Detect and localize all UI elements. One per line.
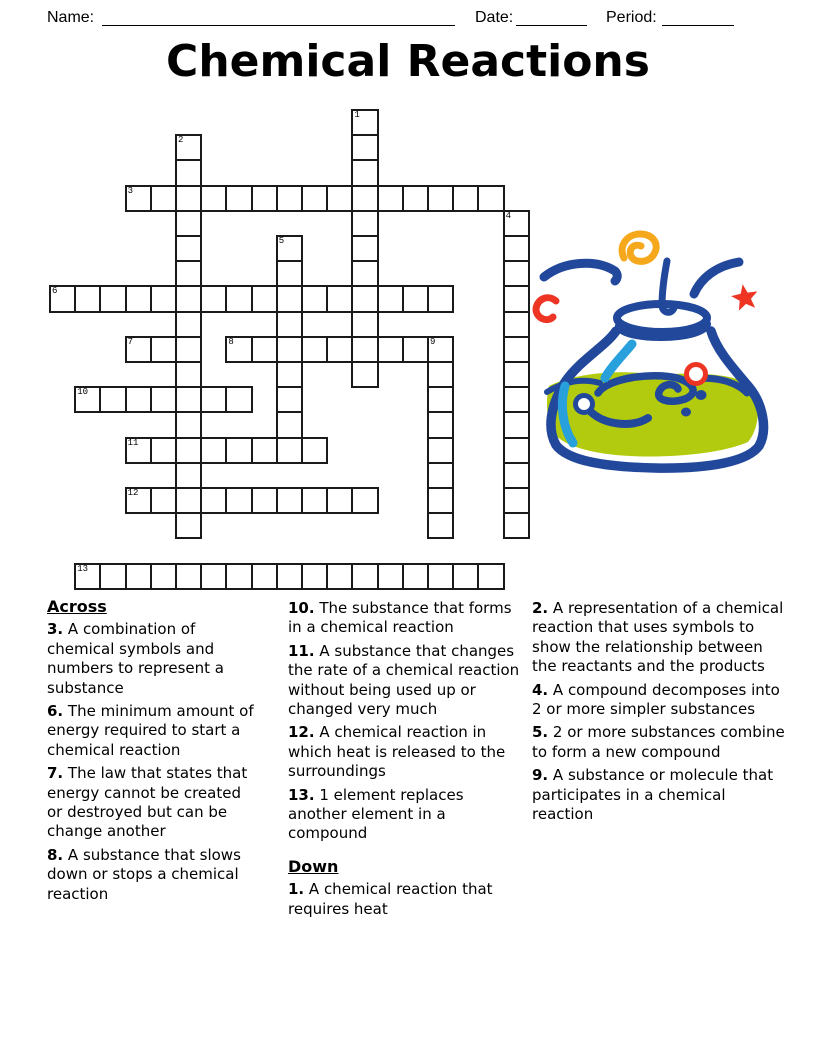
grid-cell — [477, 185, 504, 212]
grid-cell — [251, 563, 278, 590]
grid-cell — [175, 462, 202, 489]
cell-number: 5 — [278, 236, 285, 246]
clue-number: 4. — [532, 680, 549, 699]
grid-cell — [276, 487, 303, 514]
grid-cell — [326, 487, 353, 514]
clue-down-4 — [532, 681, 791, 720]
grid-cell — [351, 235, 378, 262]
grid-cell — [301, 487, 328, 514]
grid-cell — [74, 563, 101, 590]
period-label: Period: — [606, 9, 657, 26]
clue-column-1 — [47, 597, 259, 908]
grid-cell — [251, 487, 278, 514]
grid-cell — [125, 336, 152, 363]
grid-cell — [427, 361, 454, 388]
grid-cell — [351, 185, 378, 212]
grid-cell — [427, 336, 454, 363]
grid-cell — [225, 563, 252, 590]
cell-number: 11 — [127, 437, 139, 448]
grid-cell — [351, 260, 378, 287]
cell-number: 7 — [127, 336, 133, 347]
clue-across-7 — [47, 764, 259, 842]
date-label: Date: — [475, 9, 514, 26]
grid-cell — [301, 336, 328, 363]
clue-down-2 — [532, 599, 791, 677]
grid-cell — [301, 285, 328, 312]
red-c-shape — [536, 298, 556, 320]
grid-cell — [175, 260, 202, 287]
grid-cell — [150, 185, 177, 212]
clue-column-3 — [532, 599, 791, 828]
grid-cell — [427, 285, 454, 312]
clue-text: 2 or more substances combine to form a new compound — [532, 723, 785, 761]
grid-cell — [200, 285, 227, 312]
grid-cell — [427, 185, 454, 212]
grid-cell — [175, 134, 202, 161]
grid-cell — [377, 563, 404, 590]
grid-cell — [175, 336, 202, 363]
spark-left-swoosh — [544, 263, 617, 281]
name-blank-line — [102, 8, 455, 26]
grid-cell — [150, 563, 177, 590]
bubble-red-ring — [687, 365, 706, 384]
clue-number: 8. — [47, 845, 64, 864]
grid-cell — [351, 210, 378, 237]
grid-cell — [351, 311, 378, 338]
grid-cell — [351, 563, 378, 590]
grid-cell — [225, 336, 252, 363]
clue-number: 13. — [288, 785, 315, 804]
red-star — [731, 284, 757, 310]
blue-dot-2 — [681, 408, 691, 417]
cell-number: 13 — [77, 563, 88, 574]
clue-text: 1 element replaces another element in a compound — [288, 785, 464, 843]
grid-cell — [276, 386, 303, 413]
grid-cell — [477, 563, 504, 590]
grid-cell — [225, 487, 252, 514]
page-title: Chemical Reactions — [166, 36, 650, 87]
grid-cell — [125, 386, 152, 413]
grid-cell — [125, 437, 152, 464]
grid-cell — [427, 462, 454, 489]
grid-cell — [276, 235, 303, 262]
grid-cell — [427, 563, 454, 590]
clue-text: A representation of a chemical reaction that uses symbols to show the relationship between the reactants and the products — [532, 599, 784, 676]
grid-cell — [377, 285, 404, 312]
grid-cell — [276, 411, 303, 438]
grid-cell — [351, 159, 378, 186]
grid-cell — [125, 285, 152, 312]
cell-number: 8 — [228, 336, 234, 347]
grid-cell — [99, 563, 126, 590]
cell-number: 6 — [52, 286, 58, 297]
clue-text: A substance that changes the rate of a chemical reaction without being used up or changed very much — [288, 641, 520, 719]
clue-text: A substance or molecule that participates in a chemical reaction — [532, 766, 774, 824]
clue-text: The substance that forms in a chemical reaction — [288, 599, 512, 637]
grid-cell — [200, 487, 227, 514]
grid-cell — [351, 487, 378, 514]
grid-cell — [175, 285, 202, 312]
grid-cell — [427, 386, 454, 413]
cell-number: 12 — [127, 488, 139, 498]
cell-number: 2 — [178, 135, 184, 146]
grid-cell — [351, 361, 378, 388]
period-blank-line — [662, 8, 734, 26]
grid-cell — [326, 285, 353, 312]
grid-cell — [276, 336, 303, 363]
clue-across-12 — [288, 723, 521, 781]
grid-cell — [351, 285, 378, 312]
grid-cell — [125, 563, 152, 590]
grid-cell — [225, 437, 252, 464]
clue-number: 12. — [288, 723, 315, 742]
clue-number: 3. — [47, 620, 64, 639]
grid-cell — [351, 109, 378, 136]
grid-cell — [175, 386, 202, 413]
grid-cell — [150, 336, 177, 363]
spark-right-swoosh — [694, 262, 739, 294]
clue-across-11 — [288, 642, 521, 720]
grid-cell — [251, 336, 278, 363]
grid-cell — [74, 285, 101, 312]
grid-cell — [175, 487, 202, 514]
clue-down-9 — [532, 766, 791, 824]
clue-text: The law that states that energy cannot be created or destroyed but can be change another — [47, 764, 248, 841]
clue-text: A chemical reaction in which heat is released to the surroundings — [288, 723, 506, 781]
orange-spiral — [622, 234, 656, 261]
grid-cell — [326, 563, 353, 590]
grid-cell — [251, 285, 278, 312]
grid-cell — [276, 185, 303, 212]
grid-cell — [175, 411, 202, 438]
grid-cell — [276, 285, 303, 312]
grid-cell — [225, 285, 252, 312]
clue-across-6 — [47, 702, 259, 760]
grid-cell — [200, 185, 227, 212]
clue-number: 10. — [288, 599, 315, 617]
grid-cell — [175, 311, 202, 338]
grid-cell — [301, 185, 328, 212]
cell-number: 1 — [354, 110, 360, 120]
cell-number: 3 — [127, 185, 133, 196]
grid-cell — [74, 386, 101, 413]
grid-cell — [225, 386, 252, 413]
grid-cell — [175, 159, 202, 186]
grid-cell — [150, 487, 177, 514]
grid-cell — [452, 563, 479, 590]
clue-number: 1. — [288, 880, 305, 899]
grid-cell — [150, 285, 177, 312]
down-heading: Down — [288, 856, 339, 876]
grid-cell — [427, 437, 454, 464]
grid-cell — [402, 185, 429, 212]
grid-cell — [175, 235, 202, 262]
clue-across-8 — [47, 846, 259, 904]
grid-cell — [200, 386, 227, 413]
flask-illustration — [520, 230, 810, 476]
grid-cell — [150, 437, 177, 464]
grid-cell — [301, 563, 328, 590]
clue-number: 7. — [47, 764, 64, 783]
grid-cell — [427, 487, 454, 514]
clue-number: 11. — [288, 641, 315, 660]
grid-cell — [175, 437, 202, 464]
clue-text: A combination of chemical symbols and numbers to represent a substance — [47, 620, 224, 697]
grid-cell — [452, 185, 479, 212]
grid-cell — [175, 512, 202, 539]
grid-cell — [175, 361, 202, 388]
grid-cell — [377, 185, 404, 212]
grid-cell — [175, 185, 202, 212]
blue-dot-1 — [696, 390, 707, 400]
cell-number: 10 — [77, 387, 88, 398]
cell-number: 9 — [430, 336, 436, 347]
grid-cell — [175, 210, 202, 237]
grid-cell — [99, 386, 126, 413]
name-label: Name: — [47, 9, 95, 26]
cell-number: 4 — [505, 210, 511, 221]
grid-cell — [251, 185, 278, 212]
date-blank-line — [516, 8, 587, 26]
grid-cell — [49, 285, 76, 312]
grid-cell — [200, 563, 227, 590]
grid-cell — [351, 336, 378, 363]
clue-text: A chemical reaction that requires heat — [288, 880, 493, 918]
bubble-blue-ring — [576, 396, 593, 413]
clue-column-2 — [288, 599, 521, 923]
clue-across-10 — [288, 599, 521, 638]
grid-cell — [276, 361, 303, 388]
clue-number: 2. — [532, 599, 549, 617]
clue-across-13 — [288, 786, 521, 844]
clue-text: A substance that slows down or stops a chemical reaction — [47, 845, 241, 903]
grid-cell — [326, 185, 353, 212]
grid-cell — [276, 437, 303, 464]
clue-number: 5. — [532, 723, 549, 742]
grid-cell — [175, 563, 202, 590]
grid-cell — [377, 336, 404, 363]
across-heading: Across — [47, 597, 107, 616]
grid-cell — [150, 386, 177, 413]
grid-cell — [125, 185, 152, 212]
grid-cell — [225, 185, 252, 212]
clue-across-3 — [47, 620, 259, 698]
clue-down-1 — [288, 880, 521, 919]
grid-cell — [427, 512, 454, 539]
clue-text: A compound decomposes into 2 or more simpler substances — [532, 680, 780, 719]
grid-cell — [402, 336, 429, 363]
grid-cell — [99, 285, 126, 312]
grid-cell — [276, 260, 303, 287]
grid-cell — [427, 411, 454, 438]
grid-cell — [251, 437, 278, 464]
clue-down-5 — [532, 723, 791, 762]
grid-cell — [326, 336, 353, 363]
grid-cell — [276, 311, 303, 338]
grid-cell — [402, 563, 429, 590]
grid-cell — [125, 487, 152, 514]
clue-number: 9. — [532, 766, 549, 785]
clue-number: 6. — [47, 702, 64, 721]
grid-cell — [200, 437, 227, 464]
clue-text: The minimum amount of energy required to start a chemical reaction — [47, 702, 254, 759]
grid-cell — [301, 437, 328, 464]
grid-cell — [276, 563, 303, 590]
grid-cell — [503, 512, 530, 539]
grid-cell — [351, 134, 378, 161]
grid-cell — [503, 487, 530, 514]
grid-cell — [402, 285, 429, 312]
